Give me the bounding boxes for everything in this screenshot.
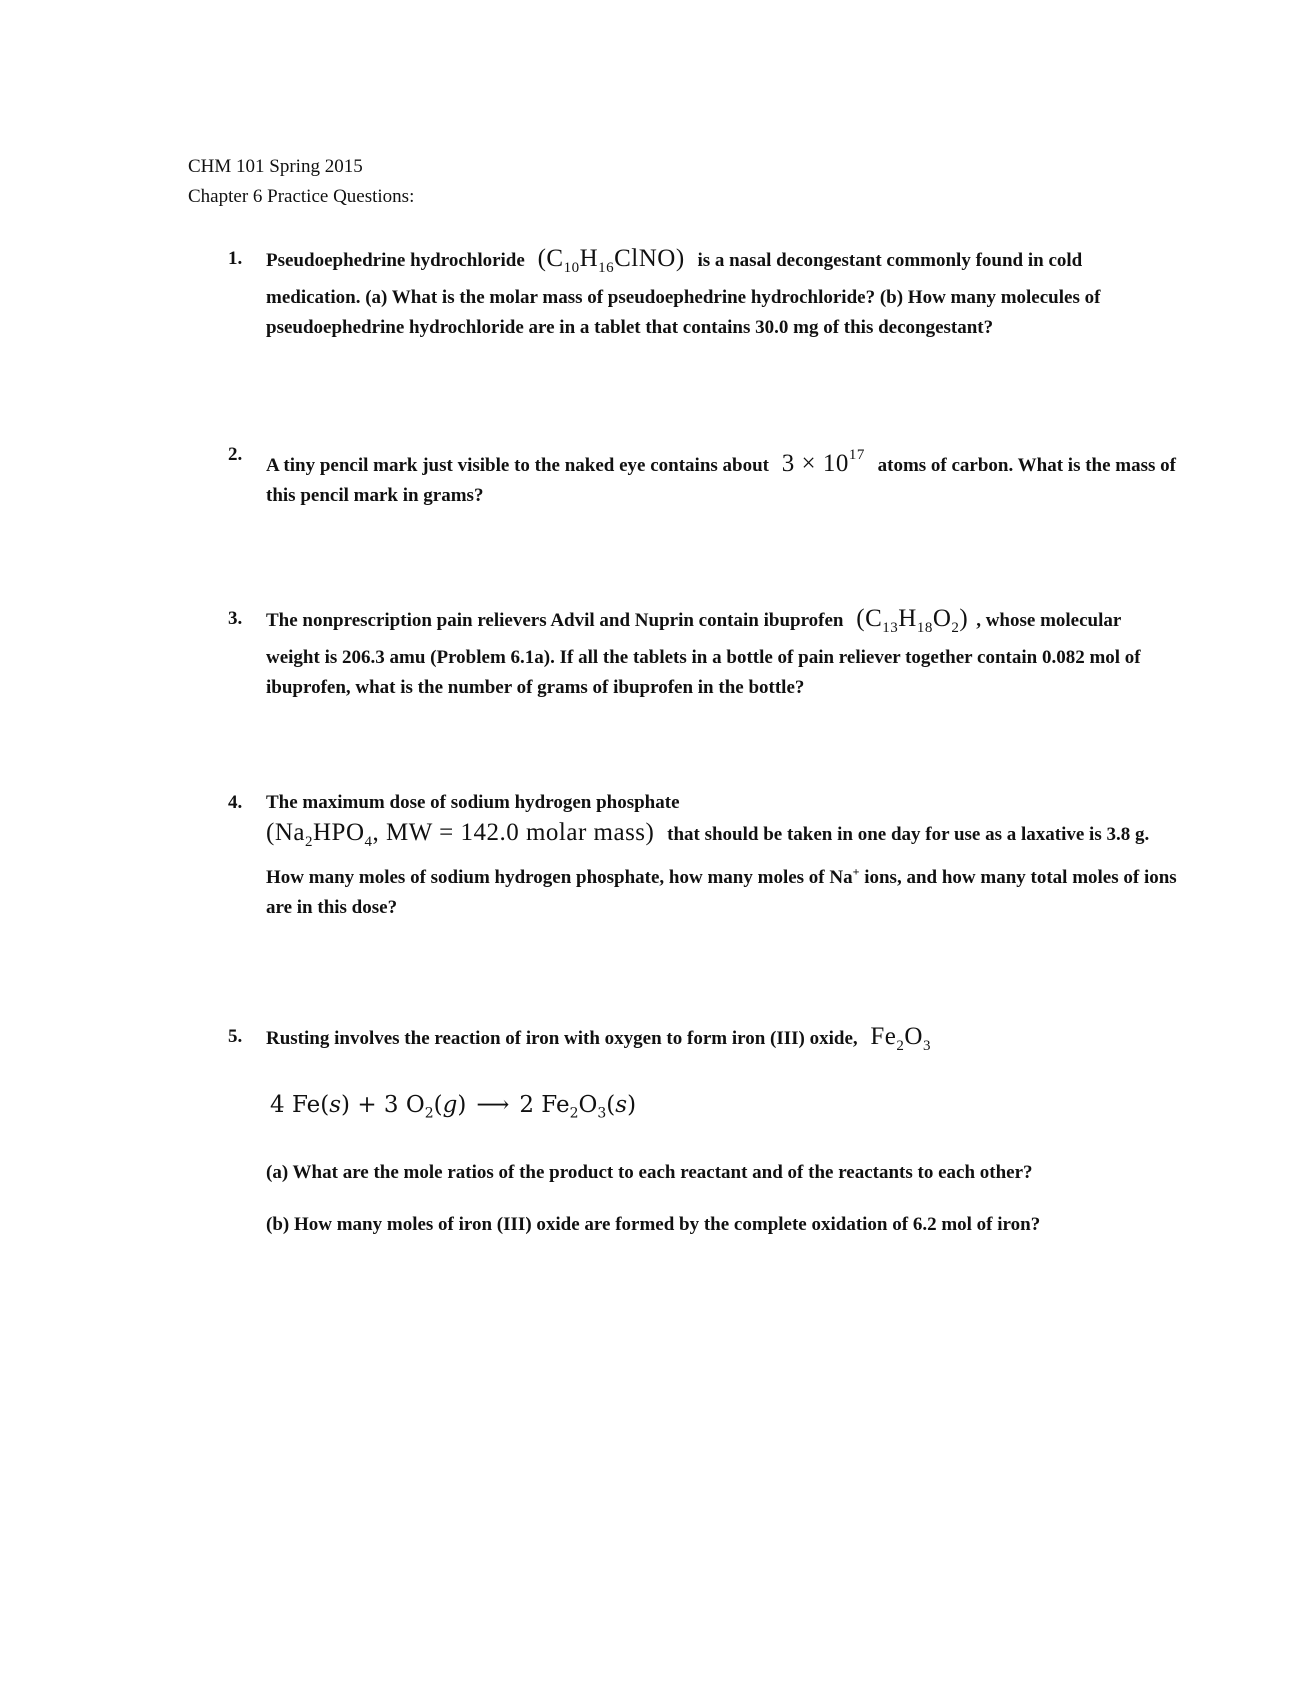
question-text-post: atoms of carbon. What is the mass of this pencil mark in grams? — [266, 455, 1176, 506]
question-body — [266, 788, 1178, 923]
question-body — [266, 244, 1178, 343]
chemical-formula: $(C_{10}H_{16}ClNO)$ — [537, 245, 685, 276]
question-5-part-a: (a) What are the mole ratios of the product to each reactant and of the reactants to each other? — [266, 1162, 1033, 1183]
question-body — [266, 1022, 1178, 1061]
question-text-pre: The maximum dose of sodium hydrogen phosphate — [266, 792, 680, 813]
question-3 — [228, 604, 1178, 703]
exponent: 17 — [848, 447, 865, 463]
question-number: 5. — [228, 1026, 243, 1047]
question-5 — [228, 1022, 1178, 1061]
question-1 — [228, 244, 1178, 343]
chemical-formula: ($Na_2HPO_4$, MW = 142.0 molar mass) — [266, 819, 655, 850]
question-body — [266, 604, 1178, 703]
question-text-pre: A tiny pencil mark just visible to the naked eye contains about — [266, 455, 770, 476]
question-2 — [228, 440, 1178, 511]
question-text-pre: Rusting involves the reaction of iron with oxygen to form iron (III) oxide, — [266, 1028, 858, 1049]
reaction-arrow-icon: ⟶ — [476, 1092, 510, 1118]
question-body — [266, 440, 1178, 511]
chemical-formula: $Fe_2O_3$ — [870, 1023, 931, 1054]
question-text-post: is a nasal decongestant commonly found in cold medication. (a) What is the molar mass of pseudoephedrine hydrochloride? (b) How many molecules of pseudoephedrine hydrochloride are in a tablet that contains 30.0 mg of this decongestant? — [266, 250, 1101, 338]
document-header — [188, 152, 414, 212]
question-number: 2. — [228, 444, 243, 465]
course-title: CHM 101 Spring 2015 — [188, 156, 363, 177]
chemical-formula: $(C_{13}H_{18}O_2)$ — [856, 605, 969, 636]
question-text-pre: The nonprescription pain relievers Advil and Nuprin contain ibuprofen — [266, 610, 844, 631]
question-text-post: that should be taken in one day for use as a laxative is 3.8 g. How many moles of sodium hydrogen phosphate, how many moles of Na+ ions, and how many total moles of ions are in this dose? — [266, 824, 1177, 919]
chapter-subtitle: Chapter 6 Practice Questions: — [188, 186, 415, 207]
chemical-equation: 4 Fe(s) + 3 $O_2(g)$ ⟶ 2 $Fe_2O_3(s)$ — [270, 1092, 637, 1122]
question-text-post: , whose molecular weight is 206.3 amu (Problem 6.1a). If all the tablets in a bottle of pain reliever together contain 0.082 mol of ibuprofen, what is the number of grams of ibuprofen in the bottle? — [266, 610, 1141, 698]
question-4 — [228, 788, 1178, 923]
question-number: 1. — [228, 248, 243, 269]
question-5-part-b: (b) How many moles of iron (III) oxide are formed by the complete oxidation of 6.2 mol of iron? — [266, 1214, 1041, 1235]
question-text-pre: Pseudoephedrine hydrochloride — [266, 250, 525, 271]
scientific-notation: $3 \times 10^{17}$ — [781, 447, 865, 477]
question-number: 3. — [228, 608, 243, 629]
question-number: 4. — [228, 792, 243, 813]
